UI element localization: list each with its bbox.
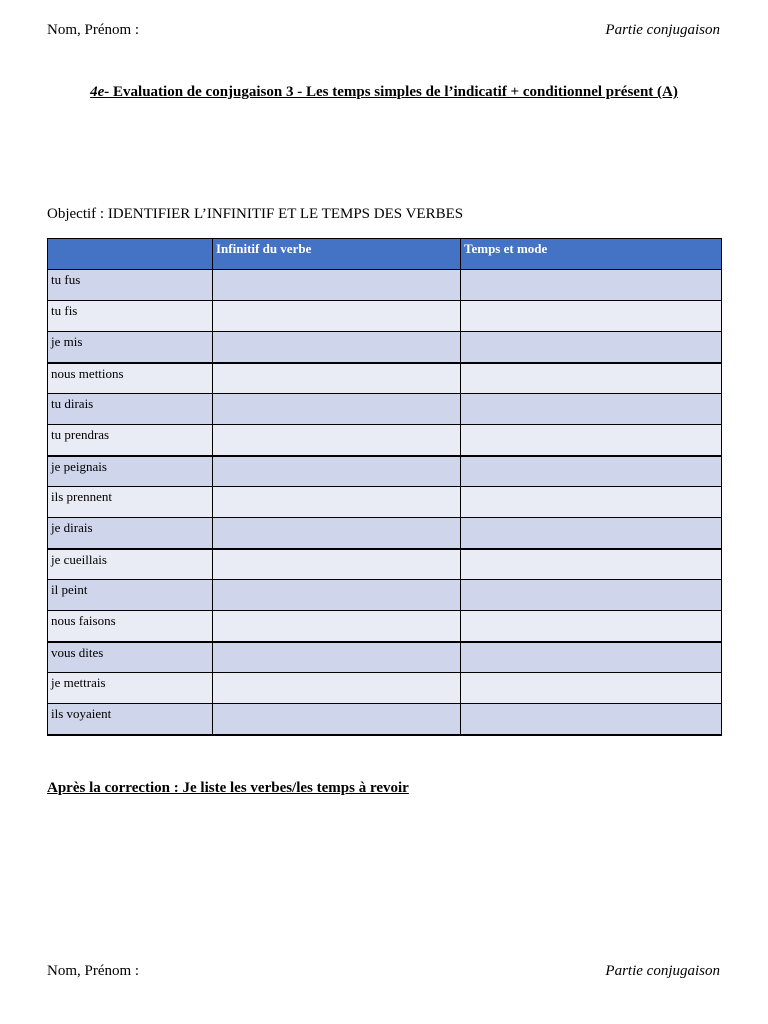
tense-answer-cell[interactable]: [461, 673, 722, 704]
table-row: [48, 332, 722, 363]
conjugation-table: [47, 238, 722, 736]
verb-cell: il peint: [48, 580, 213, 611]
verb-cell: je dirais: [48, 518, 213, 549]
infinitive-answer-cell[interactable]: [213, 425, 461, 456]
infinitive-answer-cell[interactable]: [213, 270, 461, 301]
table-body: [48, 270, 722, 735]
tense-answer-cell[interactable]: [461, 704, 722, 735]
tense-answer-cell[interactable]: [461, 270, 722, 301]
tense-answer-cell[interactable]: [461, 487, 722, 518]
verb-cell: tu dirais: [48, 394, 213, 425]
verb-cell: vous dites: [48, 642, 213, 673]
infinitive-answer-cell[interactable]: [213, 642, 461, 673]
section-label: Partie conjugaison: [605, 22, 720, 38]
table-row: [48, 518, 722, 549]
verb-cell: tu fis: [48, 301, 213, 332]
infinitive-answer-cell[interactable]: [213, 549, 461, 580]
verb-cell: nous faisons: [48, 611, 213, 642]
header-verb: [48, 239, 213, 270]
verb-cell: tu prendras: [48, 425, 213, 456]
tense-answer-cell[interactable]: [461, 456, 722, 487]
infinitive-answer-cell[interactable]: [213, 518, 461, 549]
tense-answer-cell[interactable]: [461, 425, 722, 456]
tense-answer-cell[interactable]: [461, 611, 722, 642]
table-row: [48, 704, 722, 735]
tense-answer-cell[interactable]: [461, 549, 722, 580]
table-row: [48, 580, 722, 611]
tense-answer-cell[interactable]: [461, 301, 722, 332]
table-row: [48, 611, 722, 642]
infinitive-answer-cell[interactable]: [213, 487, 461, 518]
objective-text: Objectif : IDENTIFIER L’INFINITIF ET LE TEMPS DES VERBES: [47, 206, 464, 222]
table-row: [48, 270, 722, 301]
tense-answer-cell[interactable]: [461, 394, 722, 425]
name-label: Nom, Prénom :: [47, 22, 140, 38]
table-row: [48, 487, 722, 518]
header-tense-mode: Temps et mode: [461, 239, 722, 270]
infinitive-answer-cell[interactable]: [213, 363, 461, 394]
verb-cell: nous mettions: [48, 363, 213, 394]
table-row: [48, 673, 722, 704]
table-row: [48, 456, 722, 487]
infinitive-answer-cell[interactable]: [213, 673, 461, 704]
after-correction-heading: Après la correction : Je liste les verbes/les temps à revoir: [47, 780, 409, 796]
title-prefix: 4e-: [90, 84, 110, 100]
infinitive-answer-cell[interactable]: [213, 301, 461, 332]
infinitive-answer-cell[interactable]: [213, 394, 461, 425]
table-row: [48, 394, 722, 425]
tense-answer-cell[interactable]: [461, 363, 722, 394]
verb-cell: je mettrais: [48, 673, 213, 704]
tense-answer-cell[interactable]: [461, 518, 722, 549]
header-infinitive: Infinitif du verbe: [213, 239, 461, 270]
infinitive-answer-cell[interactable]: [213, 704, 461, 735]
table-header-row: [48, 239, 722, 270]
tense-answer-cell[interactable]: [461, 642, 722, 673]
footer-section-label: Partie conjugaison: [605, 963, 720, 979]
verb-cell: ils prennent: [48, 487, 213, 518]
title-text: Evaluation de conjugaison 3 - Les temps simples de l’indicatif + conditionnel présent (A): [109, 84, 678, 100]
table-row: [48, 549, 722, 580]
table-row: [48, 425, 722, 456]
infinitive-answer-cell[interactable]: [213, 580, 461, 611]
verb-cell: je mis: [48, 332, 213, 363]
table-row: [48, 363, 722, 394]
verb-cell: ils voyaient: [48, 704, 213, 735]
infinitive-answer-cell[interactable]: [213, 611, 461, 642]
tense-answer-cell[interactable]: [461, 580, 722, 611]
verb-cell: je cueillais: [48, 549, 213, 580]
table-row: [48, 301, 722, 332]
verb-cell: tu fus: [48, 270, 213, 301]
footer-name-label: Nom, Prénom :: [47, 963, 140, 979]
tense-answer-cell[interactable]: [461, 332, 722, 363]
verb-cell: je peignais: [48, 456, 213, 487]
table-row: [48, 642, 722, 673]
infinitive-answer-cell[interactable]: [213, 456, 461, 487]
infinitive-answer-cell[interactable]: [213, 332, 461, 363]
page-title: [0, 84, 768, 101]
